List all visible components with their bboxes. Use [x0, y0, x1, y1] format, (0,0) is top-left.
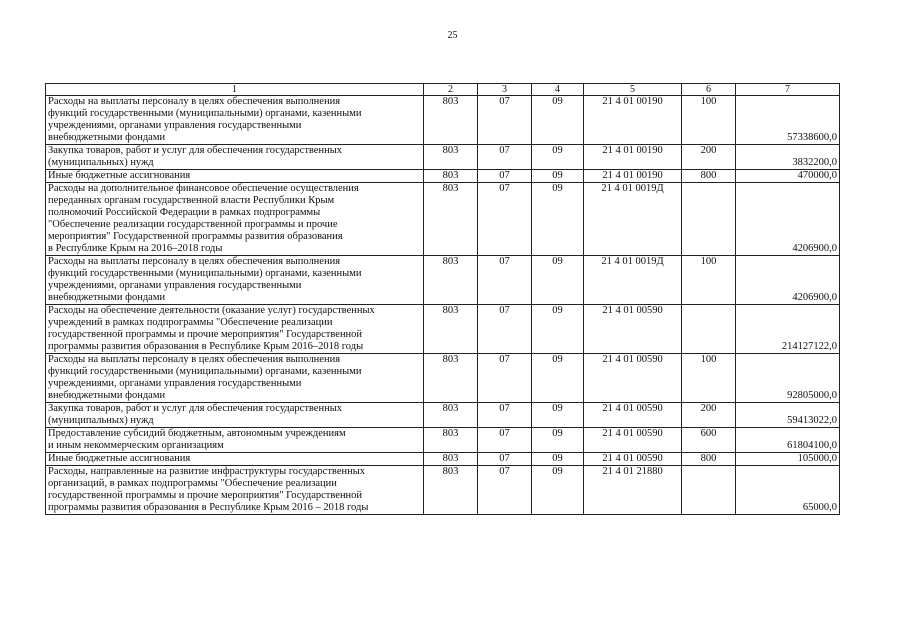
description-line: Расходы на выплаты персоналу в целях обеспечения выполнения [48, 354, 341, 365]
expense-type-code: 100 [682, 96, 736, 145]
amount: 61804100,0 [736, 428, 840, 453]
expense-type-code [682, 183, 736, 256]
section-code: 07 [478, 305, 532, 354]
amount: 470000,0 [736, 170, 840, 183]
description-line: Предоставление субсидий бюджетным, автономным учреждениям [48, 428, 346, 439]
description-line: Иные бюджетные ассигнования [48, 170, 191, 181]
description-line: программы развития образования в Республике Крым 2016–2018 годы [48, 341, 364, 352]
description-line: Расходы на обеспечение деятельности (оказание услуг) государственных [48, 305, 375, 316]
description-line: учреждений в рамках подпрограммы "Обеспечение реализации [48, 317, 333, 328]
budget-table [45, 83, 840, 515]
ved-code: 803 [424, 466, 478, 515]
subsection-code: 09 [532, 170, 584, 183]
expense-description [46, 428, 424, 453]
expense-type-code: 200 [682, 145, 736, 170]
description-line: программы развития образования в Республике Крым 2016 – 2018 годы [48, 502, 369, 513]
subsection-code: 09 [532, 428, 584, 453]
ved-code: 803 [424, 403, 478, 428]
target-article-code: 21 4 01 00590 [584, 453, 682, 466]
target-article-code: 21 4 01 00190 [584, 96, 682, 145]
target-article-code: 21 4 01 00190 [584, 145, 682, 170]
expense-description [46, 170, 424, 183]
description-line: внебюджетными фондами [48, 292, 166, 303]
description-line: Расходы на дополнительное финансовое обеспечение осуществления [48, 183, 359, 194]
section-code: 07 [478, 96, 532, 145]
target-article-code: 21 4 01 0019Д [584, 183, 682, 256]
expense-description [46, 96, 424, 145]
table-row [46, 403, 840, 428]
expense-type-code [682, 305, 736, 354]
description-line: "Обеспечение реализации государственной программы и прочие [48, 219, 338, 230]
description-line: государственной программы и прочие мероприятия" Государственной [48, 490, 363, 501]
section-code: 07 [478, 466, 532, 515]
column-header: 2 [424, 84, 478, 96]
table-row [46, 170, 840, 183]
description-line: полномочий Российской Федерации в рамках подпрограммы [48, 207, 321, 218]
page-number: 25 [447, 30, 458, 41]
ved-code: 803 [424, 354, 478, 403]
expense-type-code [682, 466, 736, 515]
description-line: Иные бюджетные ассигнования [48, 453, 191, 464]
section-code: 07 [478, 403, 532, 428]
expense-description [46, 354, 424, 403]
target-article-code: 21 4 01 00590 [584, 403, 682, 428]
description-line: учреждениями, органами управления государственными [48, 120, 302, 131]
description-line: Закупка товаров, работ и услуг для обеспечения государственных [48, 145, 343, 156]
description-line: Расходы на выплаты персоналу в целях обеспечения выполнения [48, 96, 341, 107]
amount: 59413022,0 [736, 403, 840, 428]
table-row [46, 96, 840, 145]
expense-type-code: 100 [682, 256, 736, 305]
table-row [46, 453, 840, 466]
ved-code: 803 [424, 428, 478, 453]
description-line: внебюджетными фондами [48, 132, 166, 143]
amount: 4206900,0 [736, 183, 840, 256]
description-line: организаций, в рамках подпрограммы "Обеспечение реализации [48, 478, 337, 489]
expense-description [46, 256, 424, 305]
table-row [46, 256, 840, 305]
subsection-code: 09 [532, 96, 584, 145]
expense-description [46, 453, 424, 466]
description-line: функций государственными (муниципальными) органами, казенными [48, 108, 362, 119]
description-line: мероприятия" Государственной программы развития образования [48, 231, 343, 242]
subsection-code: 09 [532, 403, 584, 428]
subsection-code: 09 [532, 453, 584, 466]
subsection-code: 09 [532, 256, 584, 305]
table-row [46, 145, 840, 170]
target-article-code: 21 4 01 00590 [584, 354, 682, 403]
expense-type-code: 800 [682, 170, 736, 183]
target-article-code: 21 4 01 00190 [584, 170, 682, 183]
description-line: (муниципальных) нужд [48, 415, 154, 426]
section-code: 07 [478, 170, 532, 183]
expense-description [46, 305, 424, 354]
description-line: переданных органам государственной власти Республики Крым [48, 195, 335, 206]
table-row [46, 183, 840, 256]
amount: 105000,0 [736, 453, 840, 466]
section-code: 07 [478, 183, 532, 256]
description-line: функций государственными (муниципальными) органами, казенными [48, 366, 362, 377]
description-line: учреждениями, органами управления государственными [48, 280, 302, 291]
ved-code: 803 [424, 170, 478, 183]
amount: 65000,0 [736, 466, 840, 515]
subsection-code: 09 [532, 466, 584, 515]
amount: 4206900,0 [736, 256, 840, 305]
column-header: 4 [532, 84, 584, 96]
table-row [46, 428, 840, 453]
table-row [46, 354, 840, 403]
expense-description [46, 466, 424, 515]
header-row [46, 84, 840, 96]
description-line: в Республике Крым на 2016–2018 годы [48, 243, 223, 254]
expense-type-code: 100 [682, 354, 736, 403]
expense-description [46, 145, 424, 170]
description-line: Расходы на выплаты персоналу в целях обеспечения выполнения [48, 256, 341, 267]
ved-code: 803 [424, 453, 478, 466]
section-code: 07 [478, 256, 532, 305]
expense-description [46, 403, 424, 428]
ved-code: 803 [424, 96, 478, 145]
description-line: (муниципальных) нужд [48, 157, 154, 168]
description-line: государственной программы и прочие мероприятия" Государственной [48, 329, 363, 340]
target-article-code: 21 4 01 0019Д [584, 256, 682, 305]
section-code: 07 [478, 145, 532, 170]
ved-code: 803 [424, 305, 478, 354]
section-code: 07 [478, 453, 532, 466]
amount: 92805000,0 [736, 354, 840, 403]
subsection-code: 09 [532, 183, 584, 256]
expense-type-code: 800 [682, 453, 736, 466]
section-code: 07 [478, 354, 532, 403]
subsection-code: 09 [532, 145, 584, 170]
subsection-code: 09 [532, 354, 584, 403]
subsection-code: 09 [532, 305, 584, 354]
column-header: 1 [46, 84, 424, 96]
amount: 57338600,0 [736, 96, 840, 145]
description-line: внебюджетными фондами [48, 390, 166, 401]
column-header: 7 [736, 84, 840, 96]
target-article-code: 21 4 01 00590 [584, 305, 682, 354]
expense-type-code: 600 [682, 428, 736, 453]
section-code: 07 [478, 428, 532, 453]
description-line: Расходы, направленные на развитие инфраструктуры государственных [48, 466, 366, 477]
target-article-code: 21 4 01 21880 [584, 466, 682, 515]
ved-code: 803 [424, 183, 478, 256]
ved-code: 803 [424, 145, 478, 170]
amount: 3832200,0 [736, 145, 840, 170]
ved-code: 803 [424, 256, 478, 305]
column-header: 3 [478, 84, 532, 96]
amount: 214127122,0 [736, 305, 840, 354]
target-article-code: 21 4 01 00590 [584, 428, 682, 453]
column-header: 5 [584, 84, 682, 96]
description-line: и иным некоммерческим организациям [48, 440, 224, 451]
expense-description [46, 183, 424, 256]
expense-type-code: 200 [682, 403, 736, 428]
table-row [46, 466, 840, 515]
description-line: Закупка товаров, работ и услуг для обеспечения государственных [48, 403, 343, 414]
column-header: 6 [682, 84, 736, 96]
table-row [46, 305, 840, 354]
description-line: функций государственными (муниципальными) органами, казенными [48, 268, 362, 279]
description-line: учреждениями, органами управления государственными [48, 378, 302, 389]
